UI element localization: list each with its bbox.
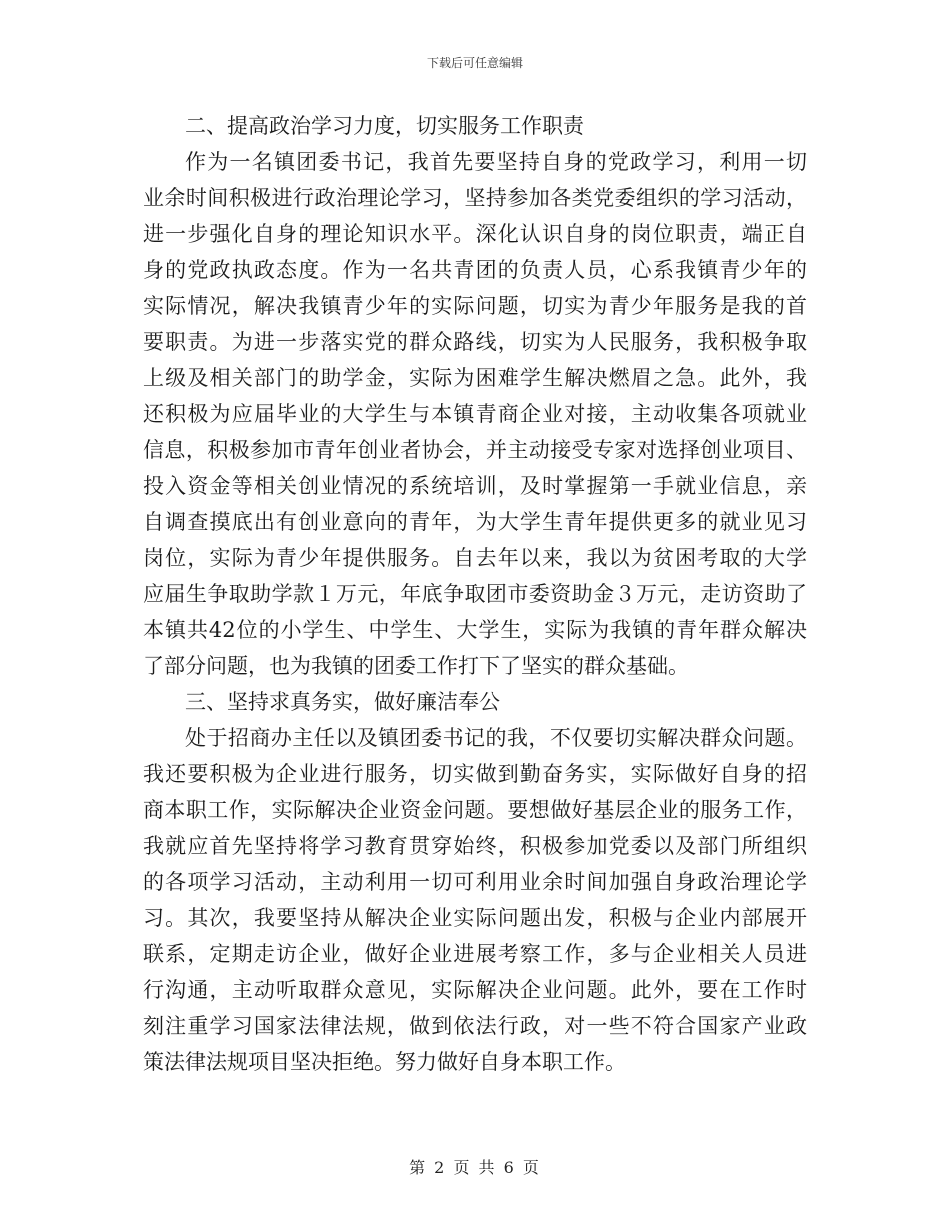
section-heading-2: 二、提高政治学习力度，切实服务工作职责: [185, 114, 584, 138]
paragraph-line: 信息，积极参加市青年创业者协会，并主动接受专家对选择创业项目、: [143, 438, 807, 462]
page-number: 第 2 页 共 6 页: [409, 1158, 541, 1177]
paragraph-line: 我还要积极为企业进行服务，切实做到勤奋务实，实际做好自身的招: [143, 762, 807, 786]
paragraph-line: 业余时间积极进行政治理论学习，坚持参加各类党委组织的学习活动，: [143, 186, 807, 210]
paragraph-line: 习。其次，我要坚持从解决企业实际问题出发，积极与企业内部展开: [143, 906, 807, 930]
paragraph-line: 还积极为应届毕业的大学生与本镇青商企业对接，主动收集各项就业: [143, 402, 807, 426]
paragraph-line: 投入资金等相关创业情况的系统培训，及时掌握第一手就业信息，亲: [143, 474, 807, 498]
paragraph-line: 联系，定期走访企业，做好企业进展考察工作，多与企业相关人员进: [143, 942, 807, 966]
paragraph-line: 上级及相关部门的助学金，实际为困难学生解决燃眉之急。此外，我: [143, 366, 807, 390]
paragraph-line: 岗位，实际为青少年提供服务。自去年以来，我以为贫困考取的大学: [143, 546, 807, 570]
paragraph-line: 进一步强化自身的理论知识水平。深化认识自身的岗位职责，端正自: [143, 222, 807, 246]
paragraph-line: 实际情况，解决我镇青少年的实际问题，切实为青少年服务是我的首: [143, 294, 807, 318]
paragraph-line: 身的党政执政态度。作为一名共青团的负责人员，心系我镇青少年的: [143, 258, 807, 282]
paragraph-line: 应届生争取助学款１万元，年底争取团市委资助金３万元，走访资助了: [143, 582, 807, 606]
paragraph-line: 策法律法规项目坚决拒绝。努力做好自身本职工作。: [143, 1050, 626, 1074]
paragraph-line: 自调查摸底出有创业意向的青年，为大学生青年提供更多的就业见习: [143, 510, 807, 534]
paragraph-line: 本镇共42位的小学生、中学生、大学生，实际为我镇的青年群众解决: [143, 618, 807, 642]
paragraph-line: 作为一名镇团委书记，我首先要坚持自身的党政学习，利用一切: [185, 150, 807, 174]
header-note: 下载后可任意编辑: [426, 56, 523, 70]
paragraph-line: 了部分问题，也为我镇的团委工作打下了坚实的群众基础。: [143, 654, 689, 678]
paragraph-line: 商本职工作，实际解决企业资金问题。要想做好基层企业的服务工作，: [143, 798, 807, 822]
paragraph-line: 行沟通，主动听取群众意见，实际解决企业问题。此外，要在工作时: [143, 978, 807, 1002]
paragraph-line: 处于招商办主任以及镇团委书记的我，不仅要切实解决群众问题。: [185, 726, 807, 750]
paragraph-line: 我就应首先坚持将学习教育贯穿始终，积极参加党委以及部门所组织: [143, 834, 807, 858]
document-body: [143, 108, 807, 1080]
paragraph-line: 的各项学习活动，主动利用一切可利用业余时间加强自身政治理论学: [143, 870, 807, 894]
paragraph-line: 刻注重学习国家法律法规，做到依法行政，对一些不符合国家产业政: [143, 1014, 807, 1038]
paragraph-line: 要职责。为进一步落实党的群众路线，切实为人民服务，我积极争取: [143, 330, 807, 354]
section-heading-3: 三、坚持求真务实，做好廉洁奉公: [185, 690, 500, 714]
